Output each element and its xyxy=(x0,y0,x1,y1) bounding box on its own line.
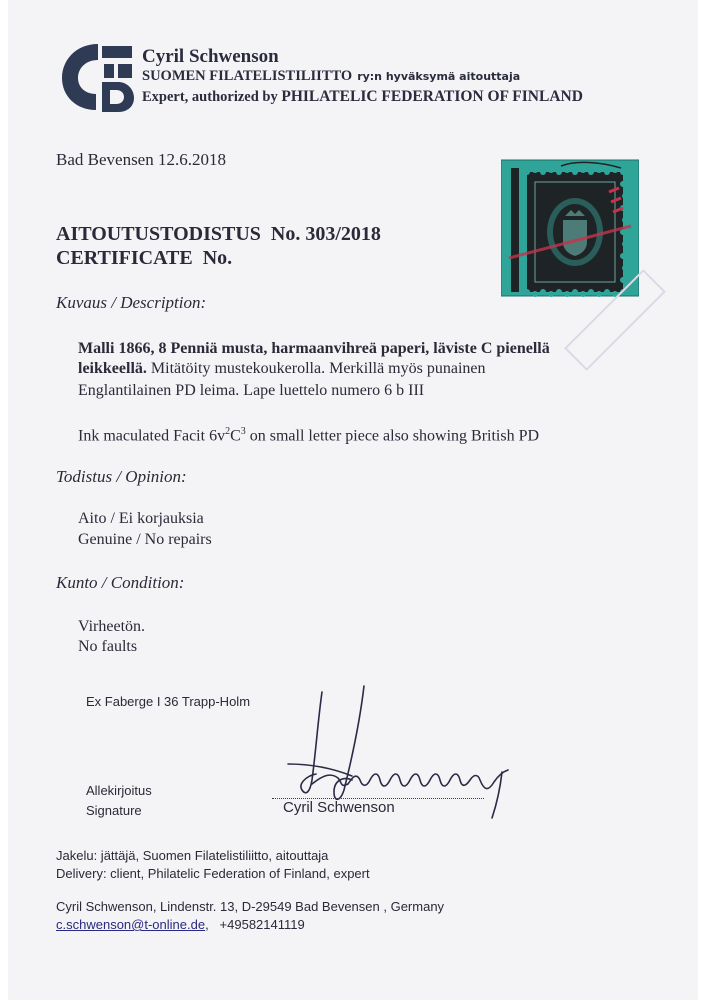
condition-en: No faults xyxy=(78,638,138,655)
description-en-post: on small letter piece also showing British PD xyxy=(245,427,540,445)
watermark-icon xyxy=(540,250,690,390)
description-fi-line-1: Malli 1866, 8 Penniä musta, harmaanvihreä paperi, läviste C pienellä xyxy=(78,340,550,357)
description-en-mid: C xyxy=(230,427,241,445)
email-link[interactable]: c.schwenson@t-online.de xyxy=(56,917,206,932)
certificate-number: 303/2018 xyxy=(305,223,381,245)
distribution-en: Delivery: client, Philatelic Federation of Finland, expert xyxy=(56,866,370,881)
description-en-pre: Ink maculated Facit 6v xyxy=(78,427,226,445)
description-fi-line-2 xyxy=(78,360,486,378)
certificate-label-fi: AITOUTUSTODISTUS xyxy=(56,223,261,245)
expert-name: Cyril Schwenson xyxy=(142,46,279,67)
issue-date: Bad Bevensen 12.6.2018 xyxy=(56,150,226,169)
contact-line xyxy=(56,917,305,932)
description-en-sup-1: 2 xyxy=(225,426,231,437)
authorization-prefix: Expert, authorized by xyxy=(142,89,278,105)
federation-name: SUOMEN FILATELISTILIITTO xyxy=(142,68,353,84)
opinion-en: Genuine / No repairs xyxy=(78,531,212,548)
cs-expert-logo-icon xyxy=(58,40,136,114)
condition-heading: Kunto / Condition: xyxy=(56,573,185,592)
description-heading: Kuvaus / Description: xyxy=(56,293,207,312)
postal-address: Cyril Schwenson, Lindenstr. 13, D-29549 Bad Bevensen , Germany xyxy=(56,899,445,914)
provenance-note: Ex Faberge I 36 Trapp-Holm xyxy=(86,694,251,709)
description-fi-line-3: Englantilainen PD leima. Lape luettelo numero 6 b III xyxy=(78,382,425,399)
description-en-sup-2: 3 xyxy=(240,426,246,437)
opinion-heading: Todistus / Opinion: xyxy=(56,467,187,486)
signature-label-fi: Allekirjoitus xyxy=(86,783,152,798)
description-fi-line-2-bold: leikkeellä. xyxy=(78,360,147,377)
condition-fi: Virheetön. xyxy=(78,618,146,635)
certificate-no-label: No. xyxy=(270,223,301,245)
signer-name: Cyril Schwenson xyxy=(283,799,395,816)
certificate-label-en: CERTIFICATE xyxy=(56,247,193,269)
certificate-title-en xyxy=(56,247,232,270)
authorization-federation: PHILATELIC FEDERATION OF FINLAND xyxy=(281,88,583,105)
description-en xyxy=(78,426,539,445)
expert-authorization-line xyxy=(142,88,583,106)
signature-label-en: Signature xyxy=(86,803,142,818)
contact-separator: , xyxy=(205,917,209,932)
description-fi-line-2-rest: Mitätöity mustekoukerolla. Merkillä myös punainen xyxy=(146,360,486,377)
certificate-title-fi xyxy=(56,223,381,246)
federation-line xyxy=(142,68,520,85)
distribution-fi: Jakelu: jättäjä, Suomen Filatelistiliitto, aitouttaja xyxy=(56,848,329,863)
certificate-no-label-en: No. xyxy=(202,247,233,269)
opinion-fi: Aito / Ei korjauksia xyxy=(78,510,204,527)
phone-number: +49582141119 xyxy=(219,917,305,932)
federation-suffix: ry:n hyväksymä aitouttaja xyxy=(357,70,521,83)
